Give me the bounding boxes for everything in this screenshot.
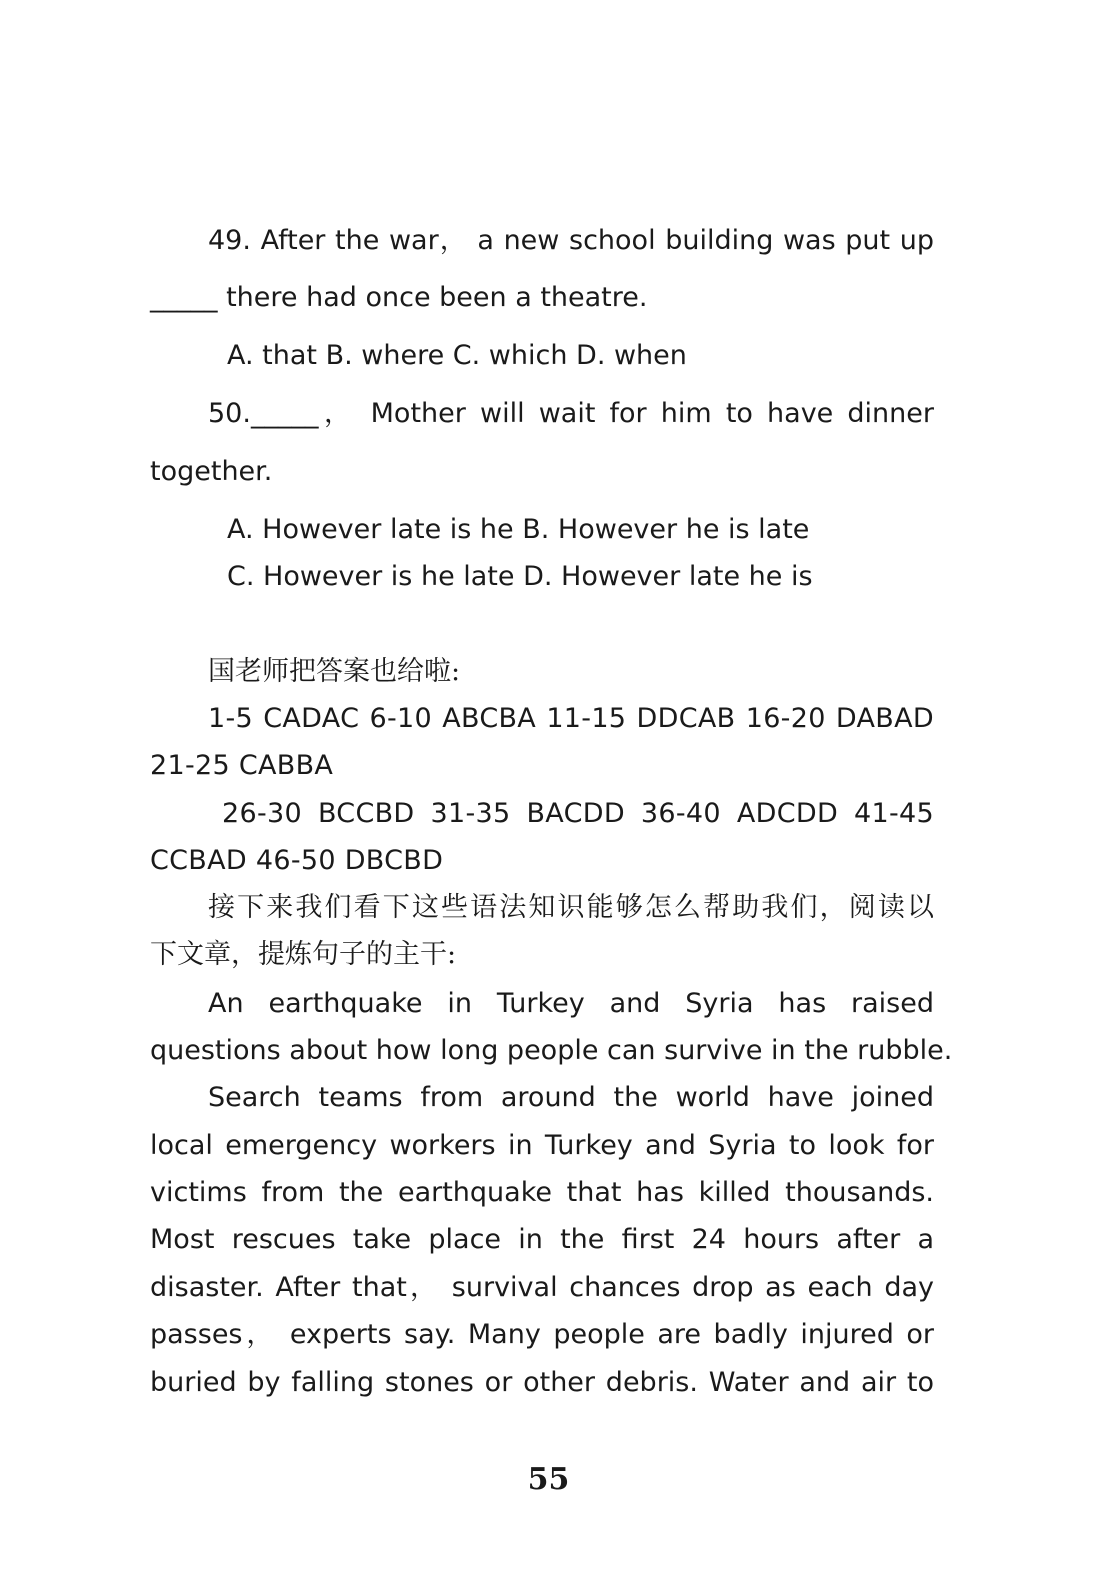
passage-p2-line7: buried by falling stones or other debris. Water and air to (150, 1367, 934, 1398)
q50-stem-line1: 50._____， Mother will wait for him to have dinner (208, 398, 934, 429)
q50-stem-line2: together. (150, 456, 273, 487)
passage-p2-line2: local emergency workers in Turkey and Syria to look for (150, 1130, 934, 1161)
answers-line2: 21-25 CABBA (150, 750, 334, 781)
answers-line1: 1-5 CADAC 6-10 ABCBA 11-15 DDCAB 16-20 DABAD (208, 703, 934, 734)
passage-p2-line6: passes， experts say. Many people are badly injured or (150, 1319, 934, 1350)
q49-stem-line1: 49. After the war， a new school building was put up (208, 225, 934, 256)
page-number: 55 (527, 1462, 570, 1497)
passage-p2-line4: Most rescues take place in the first 24 hours after a (150, 1224, 934, 1255)
answers-intro: 国老师把答案也给啦: (208, 656, 461, 687)
transition-line1: 接下来我们看下这些语法知识能够怎么帮助我们，阅读以 (208, 892, 934, 923)
q50-options-line1: A. However late is he B. However he is late (227, 514, 810, 545)
q50-options-line2: C. However is he late D. However late he is (227, 561, 813, 592)
answers-line4: CCBAD 46-50 DBCBD (150, 845, 444, 876)
answers-line3: 26-30 BCCBD 31-35 BACDD 36-40 ADCDD 41-45 (222, 798, 934, 829)
transition-line2: 下文章，提炼句子的主干: (150, 939, 457, 970)
passage-p1-line1: An earthquake in Turkey and Syria has raised (208, 988, 934, 1019)
passage-p2-line5: disaster. After that， survival chances drop as each day (150, 1272, 934, 1303)
passage-p2-line1: Search teams from around the world have joined (208, 1082, 934, 1113)
q49-options: A. that B. where C. which D. when (227, 340, 687, 371)
passage-p1-line2: questions about how long people can survive in the rubble. (150, 1035, 953, 1066)
q49-stem-line2: _____ there had once been a theatre. (150, 282, 648, 313)
passage-p2-line3: victims from the earthquake that has killed thousands. (150, 1177, 934, 1208)
